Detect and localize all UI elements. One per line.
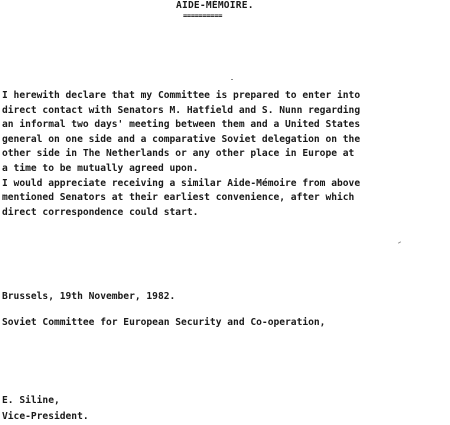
- paragraph-line: mentioned Senators at their earliest convenience, after which: [2, 192, 355, 204]
- paragraph-line: direct contact with Senators M. Hatfield and S. Nunn regarding: [2, 104, 361, 116]
- signatory-title: Vice-President.: [2, 411, 89, 422]
- paragraph-line: I would appreciate receiving a similar Aide-Mémoire from above: [2, 177, 361, 189]
- paragraph-line: I herewith declare that my Committee is prepared to enter into: [2, 90, 361, 101]
- organization-line: Soviet Committee for European Security and Co-operation,: [2, 317, 326, 328]
- body-paragraph: [2, 89, 448, 220]
- document-title: AIDE-MÉMOIRE.: [176, 0, 254, 11]
- paragraph-line: direct correspondence could start.: [2, 206, 199, 218]
- paragraph-line: other side in The Netherlands or any other place in Europe at: [2, 148, 355, 160]
- title-underline: ==========: [183, 12, 223, 20]
- paragraph-line: general on one side and a comparative Soviet delegation on the: [2, 133, 361, 145]
- scan-speck: [398, 241, 401, 243]
- place-date: Brussels, 19th November, 1982.: [2, 291, 176, 302]
- signatory-name: E. Siline,: [2, 395, 60, 406]
- paragraph-line: a time to be mutually agreed upon.: [2, 162, 199, 174]
- paragraph-line: an informal two days' meeting between them and a United States: [2, 119, 361, 131]
- scan-speck: [231, 79, 233, 80]
